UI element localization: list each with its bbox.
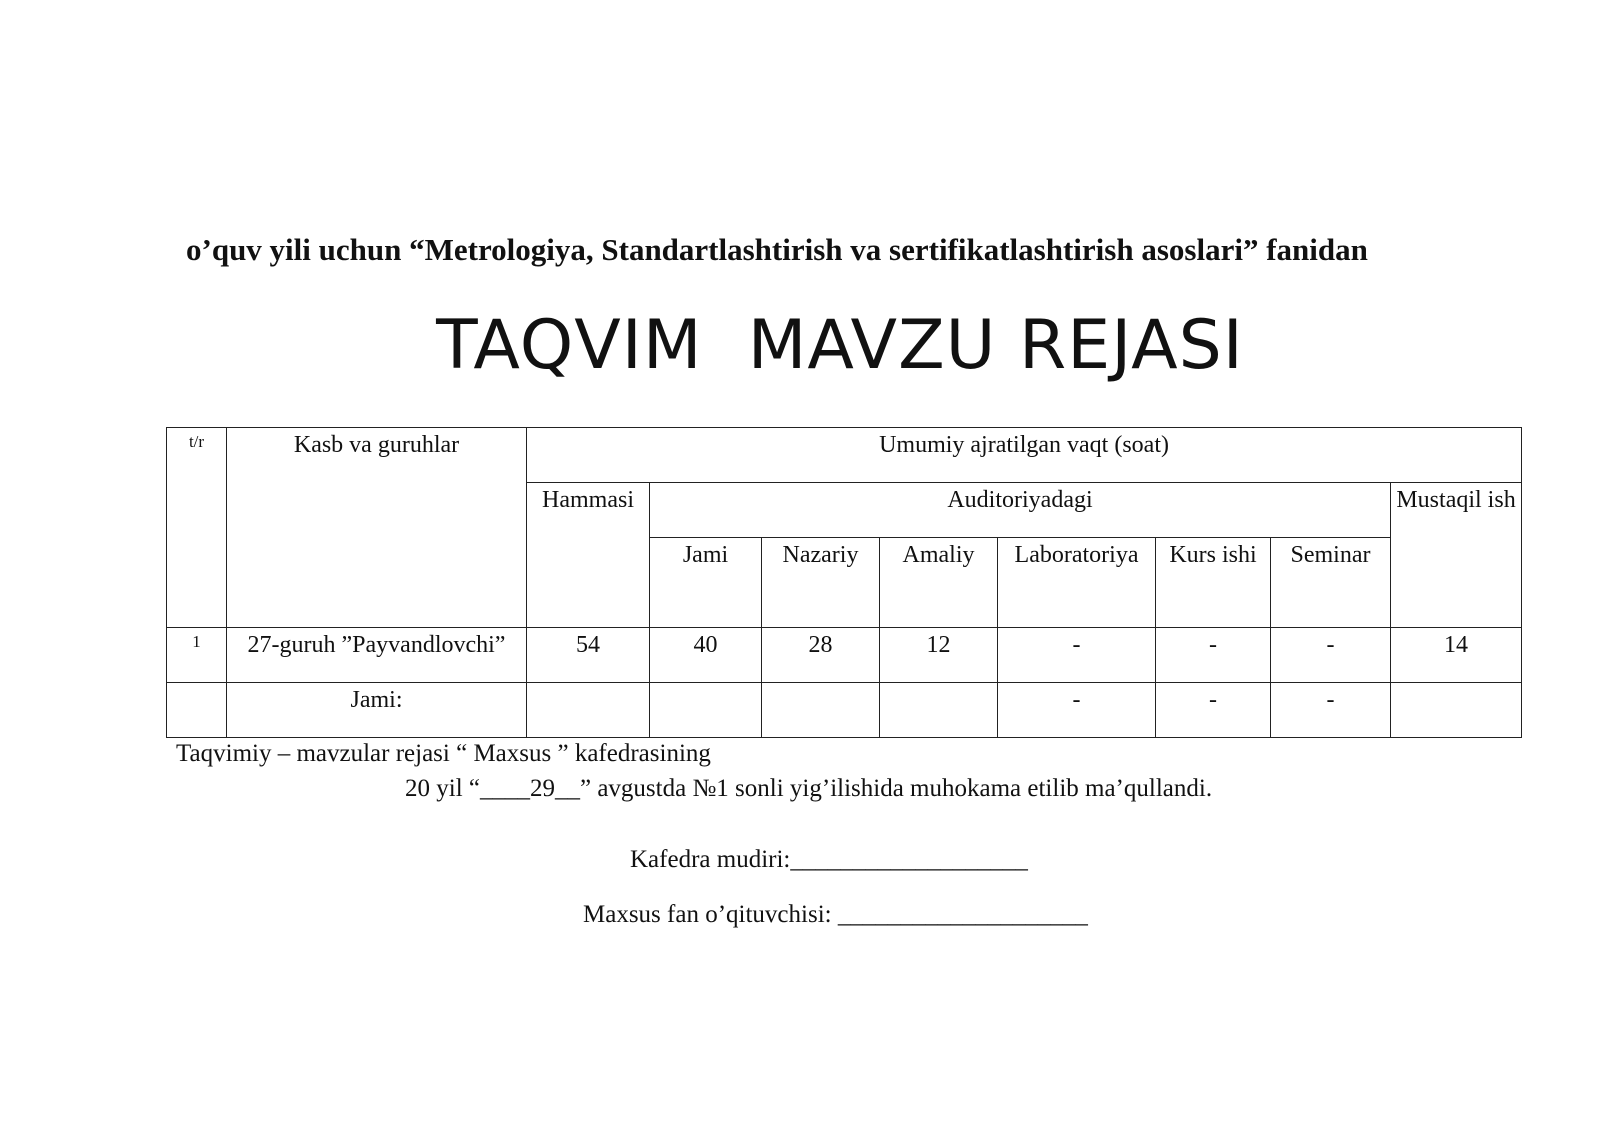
cell-hammasi	[527, 683, 650, 738]
cell-jami: 40	[650, 628, 762, 683]
cell-laboratoriya: -	[998, 628, 1156, 683]
cell-kurs: -	[1156, 628, 1271, 683]
cell-laboratoriya: -	[998, 683, 1156, 738]
document-subtitle: o’quv yili uchun “Metrologiya, Standartlashtirish va sertifikatlashtirish asoslari” fanidan	[186, 232, 1368, 267]
header-kasb: Kasb va guruhlar	[227, 428, 527, 628]
header-row-1	[167, 428, 1522, 483]
cell-mustaqil	[1391, 683, 1522, 738]
cell-kasb: 27-guruh ”Payvandlovchi”	[227, 628, 527, 683]
table-row	[167, 628, 1522, 683]
cell-amaliy: 12	[880, 628, 998, 683]
cell-tr	[167, 683, 227, 738]
cell-kasb: Jami:	[227, 683, 527, 738]
header-nazariy: Nazariy	[762, 538, 880, 628]
header-jami: Jami	[650, 538, 762, 628]
approval-note-line-1: Taqvimiy – mavzular rejasi “ Maxsus ” kafedrasining	[176, 740, 711, 767]
header-laboratoriya: Laboratoriya	[998, 538, 1156, 628]
cell-kurs: -	[1156, 683, 1271, 738]
header-hammasi: Hammasi	[527, 483, 650, 628]
cell-seminar: -	[1271, 628, 1391, 683]
header-tr: t/r	[167, 428, 227, 628]
department-head-signature-line: Kafedra mudiri:___________________	[630, 846, 1028, 873]
cell-seminar: -	[1271, 683, 1391, 738]
cell-nazariy	[762, 683, 880, 738]
header-seminar: Seminar	[1271, 538, 1391, 628]
cell-nazariy: 28	[762, 628, 880, 683]
header-kurs: Kurs ishi	[1156, 538, 1271, 628]
header-auditoriya: Auditoriyadagi	[650, 483, 1391, 538]
cell-tr: 1	[167, 628, 227, 683]
approval-note-line-2: 20 yil “____29__” avgustda №1 sonli yig’ilishida muhokama etilib ma’qullandi.	[405, 775, 1213, 802]
cell-mustaqil: 14	[1391, 628, 1522, 683]
teacher-signature-line: Maxsus fan o’qituvchisi: ____________________	[583, 901, 1088, 928]
header-mustaqil: Mustaqil ish	[1391, 483, 1522, 628]
cell-jami	[650, 683, 762, 738]
calendar-plan-table	[166, 427, 1522, 738]
header-umumiy: Umumiy ajratilgan vaqt (soat)	[527, 428, 1522, 483]
cell-amaliy	[880, 683, 998, 738]
cell-hammasi: 54	[527, 628, 650, 683]
document-title: TAQVIM MAVZU REJASI	[436, 306, 1244, 385]
header-amaliy: Amaliy	[880, 538, 998, 628]
table-row-total	[167, 683, 1522, 738]
